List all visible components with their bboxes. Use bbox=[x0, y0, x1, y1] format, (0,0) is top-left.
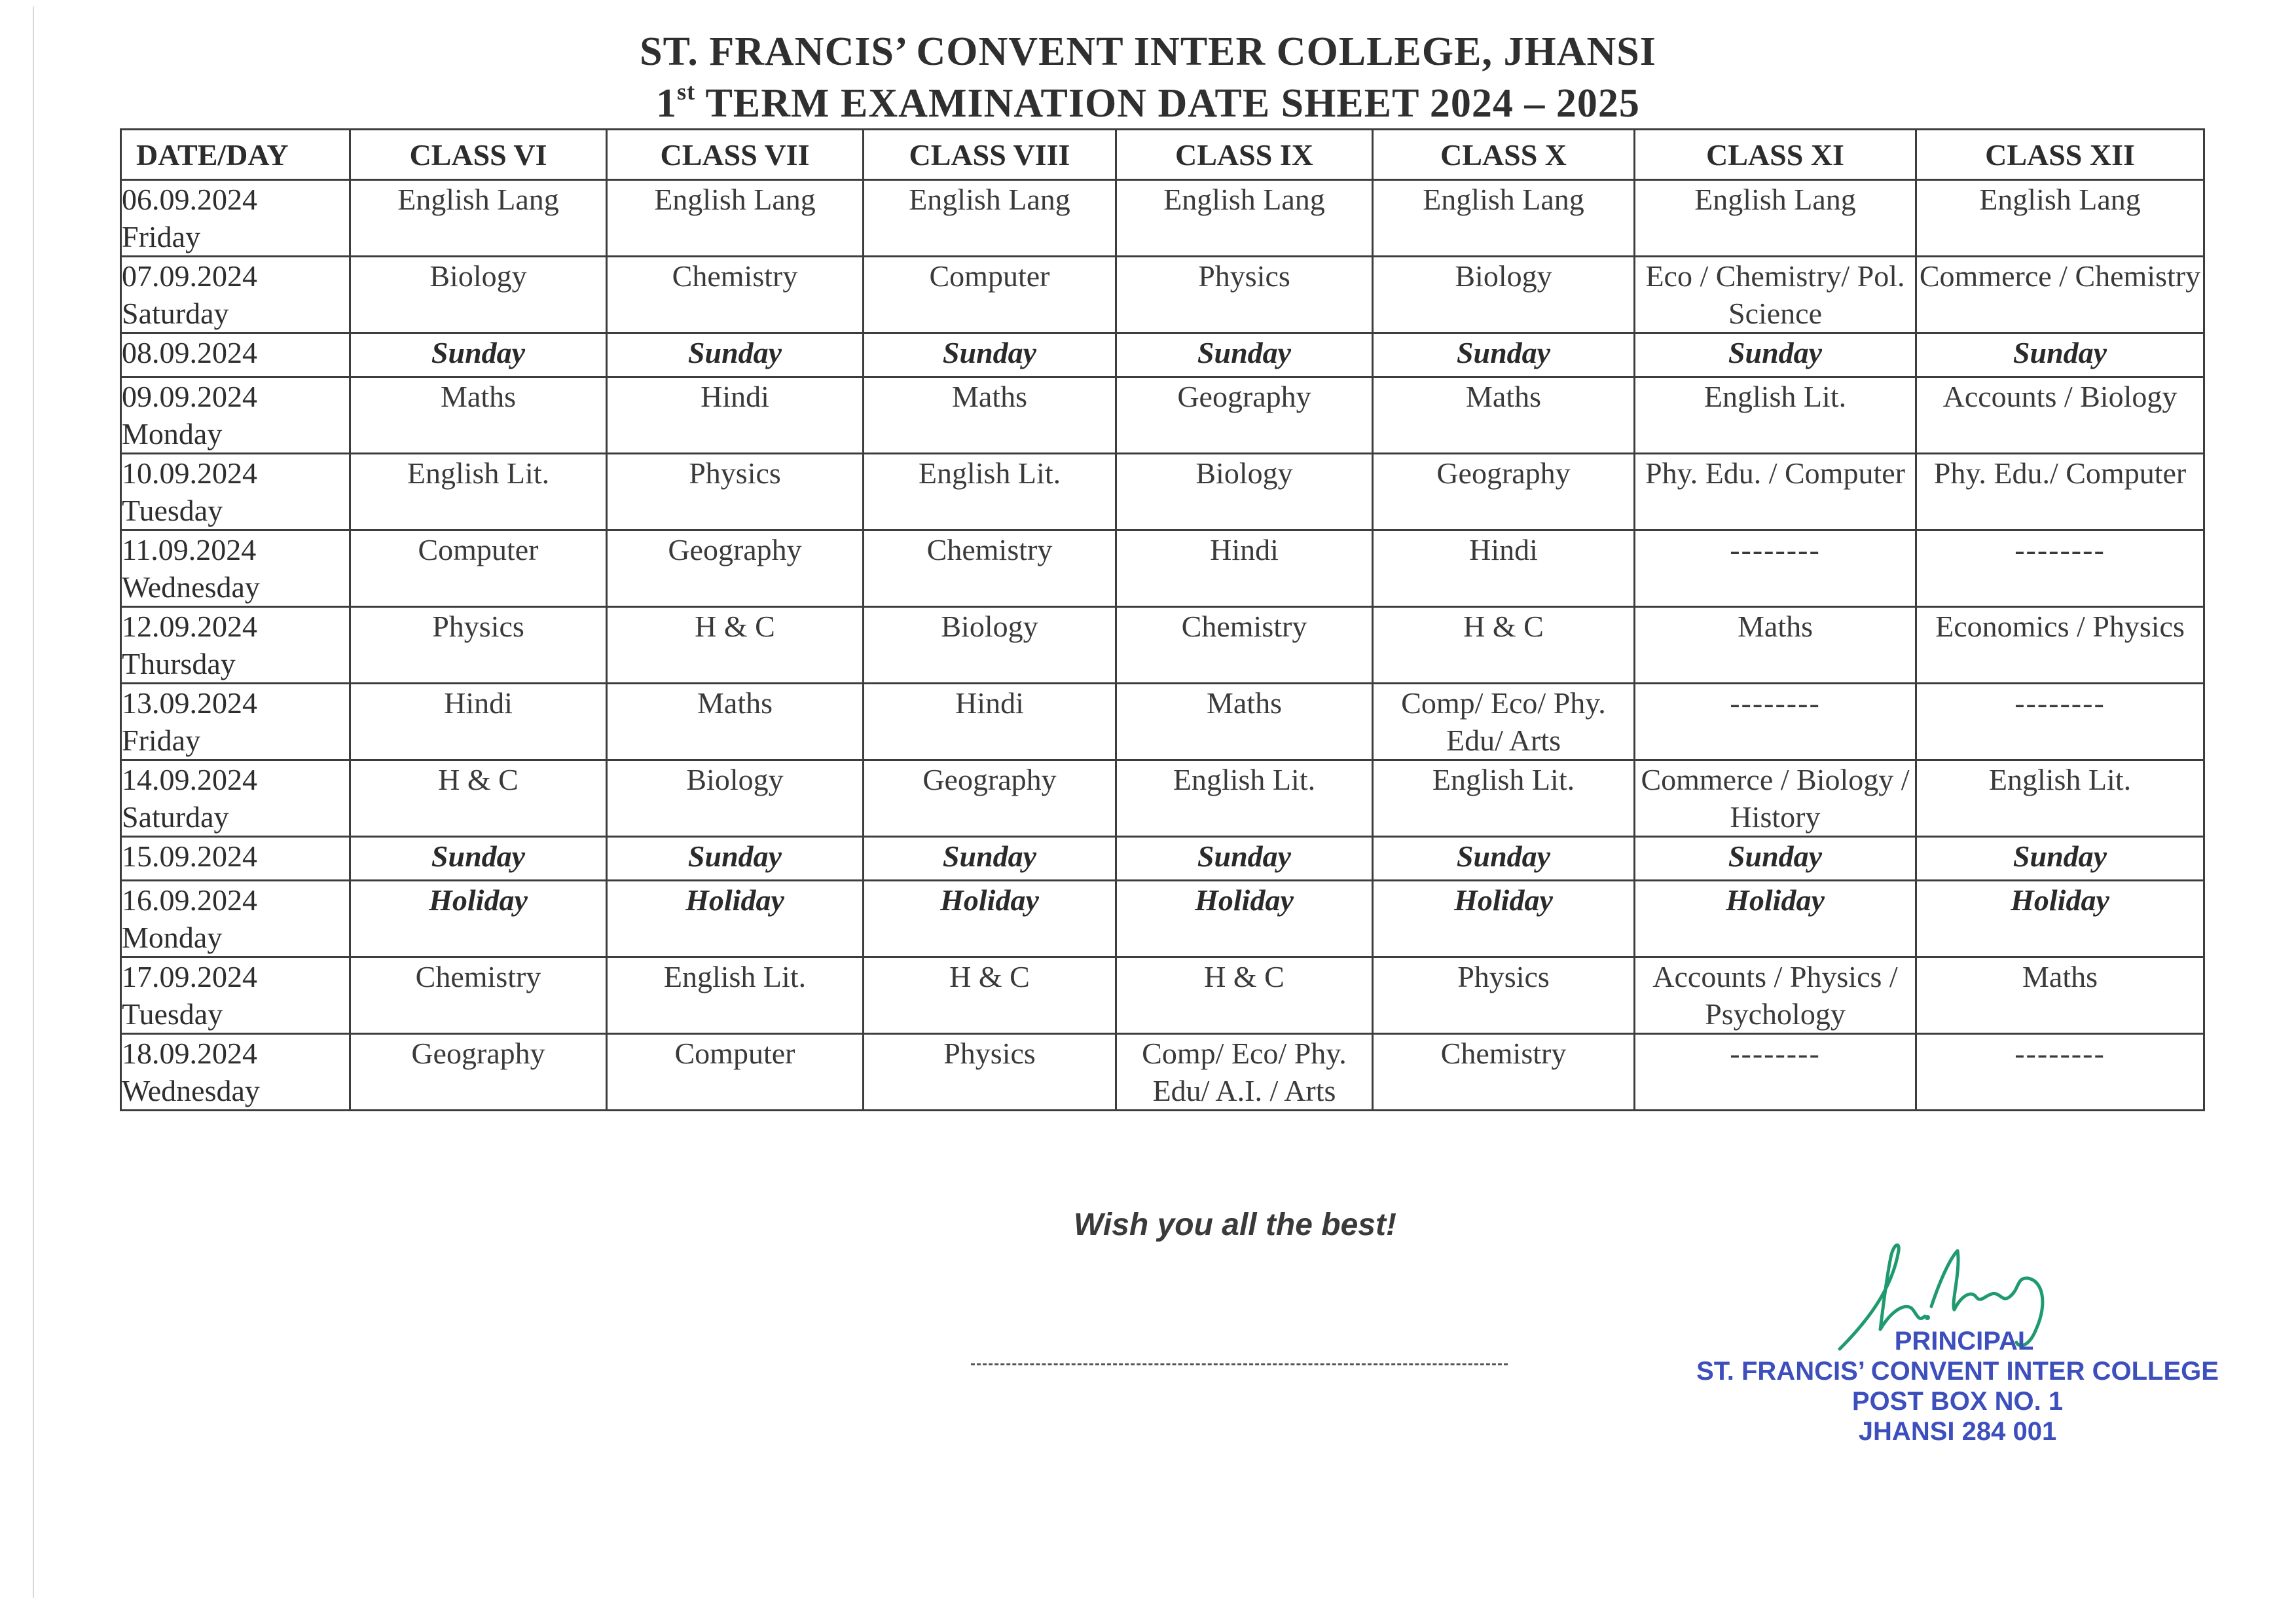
table-row bbox=[121, 684, 2204, 760]
date-day-cell bbox=[121, 837, 350, 881]
exam-date: 15.09.2024 bbox=[122, 840, 257, 873]
date-day-cell bbox=[121, 760, 350, 837]
subject-cell: Maths bbox=[1635, 607, 1916, 684]
subject-cell: Hindi bbox=[607, 377, 864, 454]
date-day-cell bbox=[121, 377, 350, 454]
subject-cell: Hindi bbox=[1373, 530, 1635, 607]
subject-cell: -------- bbox=[1635, 684, 1916, 760]
subject-cell: Sunday bbox=[1373, 837, 1635, 881]
exam-day: Saturday bbox=[122, 297, 229, 330]
subject-cell: Computer bbox=[864, 257, 1116, 333]
subject-cell: Holiday bbox=[1116, 881, 1373, 957]
column-header: CLASS VI bbox=[350, 130, 607, 180]
subject-cell: Sunday bbox=[350, 333, 607, 377]
table-row bbox=[121, 333, 2204, 377]
table-row bbox=[121, 607, 2204, 684]
subject-cell: Geography bbox=[1116, 377, 1373, 454]
subject-cell: English Lang bbox=[1635, 180, 1916, 257]
subject-cell: Sunday bbox=[350, 837, 607, 881]
exam-date: 14.09.2024 bbox=[122, 763, 257, 796]
exam-date: 12.09.2024 bbox=[122, 610, 257, 643]
subject-cell: English Lit. bbox=[1916, 760, 2204, 837]
subject-cell: Sunday bbox=[1916, 333, 2204, 377]
subject-cell: Holiday bbox=[864, 881, 1116, 957]
principal-stamp bbox=[1676, 1326, 2239, 1447]
exam-day: Tuesday bbox=[122, 494, 223, 527]
subject-cell: English Lit. bbox=[607, 957, 864, 1034]
subject-cell: Geography bbox=[350, 1034, 607, 1111]
date-day-cell bbox=[121, 684, 350, 760]
subject-cell: English Lit. bbox=[1635, 377, 1916, 454]
subject-cell: Sunday bbox=[1916, 837, 2204, 881]
subject-cell: Commerce / Biology / History bbox=[1635, 760, 1916, 837]
exam-date: 08.09.2024 bbox=[122, 336, 257, 369]
date-day-cell bbox=[121, 454, 350, 530]
subject-cell: Chemistry bbox=[350, 957, 607, 1034]
subject-cell: English Lit. bbox=[864, 454, 1116, 530]
subject-cell: English Lang bbox=[607, 180, 864, 257]
date-sheet-table bbox=[120, 128, 2205, 1111]
table-row bbox=[121, 257, 2204, 333]
subject-cell: -------- bbox=[1635, 1034, 1916, 1111]
subject-cell: -------- bbox=[1916, 684, 2204, 760]
column-header: CLASS IX bbox=[1116, 130, 1373, 180]
subject-cell: Sunday bbox=[1373, 333, 1635, 377]
subject-cell: Sunday bbox=[607, 837, 864, 881]
subject-cell: -------- bbox=[1635, 530, 1916, 607]
subject-cell: H & C bbox=[1373, 607, 1635, 684]
subject-cell: Geography bbox=[607, 530, 864, 607]
subject-cell: Accounts / Physics / Psychology bbox=[1635, 957, 1916, 1034]
table-row bbox=[121, 377, 2204, 454]
exam-date: 07.09.2024 bbox=[122, 259, 257, 293]
column-header: CLASS VIII bbox=[864, 130, 1116, 180]
subject-cell: Maths bbox=[864, 377, 1116, 454]
subject-cell: Economics / Physics bbox=[1916, 607, 2204, 684]
subject-cell: Sunday bbox=[1635, 837, 1916, 881]
column-header: DATE/DAY bbox=[121, 130, 350, 180]
subject-cell: Sunday bbox=[607, 333, 864, 377]
table-row bbox=[121, 881, 2204, 957]
exam-date: 09.09.2024 bbox=[122, 380, 257, 413]
subject-cell: Physics bbox=[607, 454, 864, 530]
date-day-cell bbox=[121, 1034, 350, 1111]
exam-day: Wednesday bbox=[122, 1074, 260, 1107]
subject-cell: Maths bbox=[1116, 684, 1373, 760]
subject-cell: Geography bbox=[864, 760, 1116, 837]
stamp-line: POST BOX NO. 1 bbox=[1851, 1387, 2064, 1416]
subject-cell: Sunday bbox=[1116, 837, 1373, 881]
subject-cell: Computer bbox=[607, 1034, 864, 1111]
exam-day: Friday bbox=[122, 220, 201, 253]
subject-cell: H & C bbox=[864, 957, 1116, 1034]
exam-day: Monday bbox=[122, 417, 223, 451]
subject-cell: Holiday bbox=[607, 881, 864, 957]
table-body bbox=[121, 180, 2204, 1111]
table-row bbox=[121, 180, 2204, 257]
table-row bbox=[121, 837, 2204, 881]
exam-title-ordinal: 1 bbox=[656, 81, 678, 126]
wish-message: Wish you all the best! bbox=[1074, 1208, 1396, 1242]
date-day-cell bbox=[121, 530, 350, 607]
exam-date: 13.09.2024 bbox=[122, 686, 257, 720]
subject-cell: Geography bbox=[1373, 454, 1635, 530]
stamp-line: ST. FRANCIS’ CONVENT INTER COLLEGE bbox=[1696, 1357, 2219, 1386]
subject-cell: English Lit. bbox=[1373, 760, 1635, 837]
column-header: CLASS XI bbox=[1635, 130, 1916, 180]
subject-cell: H & C bbox=[607, 607, 864, 684]
exam-title bbox=[0, 80, 2296, 124]
subject-cell: Biology bbox=[864, 607, 1116, 684]
subject-cell: Holiday bbox=[1635, 881, 1916, 957]
subject-cell: Comp/ Eco/ Phy. Edu/ A.I. / Arts bbox=[1116, 1034, 1373, 1111]
subject-cell: English Lang bbox=[864, 180, 1116, 257]
subject-cell: Holiday bbox=[350, 881, 607, 957]
exam-day: Thursday bbox=[122, 647, 236, 680]
subject-cell: Biology bbox=[607, 760, 864, 837]
subject-cell: Sunday bbox=[864, 333, 1116, 377]
subject-cell: Hindi bbox=[350, 684, 607, 760]
subject-cell: English Lang bbox=[1916, 180, 2204, 257]
exam-day: Monday bbox=[122, 921, 223, 954]
subject-cell: English Lang bbox=[350, 180, 607, 257]
subject-cell: Maths bbox=[1916, 957, 2204, 1034]
column-header: CLASS XII bbox=[1916, 130, 2204, 180]
subject-cell: Accounts / Biology bbox=[1916, 377, 2204, 454]
stamp-line: JHANSI 284 001 bbox=[1858, 1417, 2057, 1446]
date-day-cell bbox=[121, 881, 350, 957]
subject-cell: English Lit. bbox=[1116, 760, 1373, 837]
subject-cell: Sunday bbox=[1635, 333, 1916, 377]
subject-cell: Eco / Chemistry/ Pol. Science bbox=[1635, 257, 1916, 333]
column-header: CLASS VII bbox=[607, 130, 864, 180]
table-row bbox=[121, 530, 2204, 607]
date-day-cell bbox=[121, 180, 350, 257]
subject-cell: Physics bbox=[1116, 257, 1373, 333]
school-title: ST. FRANCIS’ CONVENT INTER COLLEGE, JHANSI bbox=[640, 29, 1656, 74]
subject-cell: Chemistry bbox=[607, 257, 864, 333]
subject-cell: Physics bbox=[864, 1034, 1116, 1111]
subject-cell: Biology bbox=[1373, 257, 1635, 333]
exam-date: 18.09.2024 bbox=[122, 1037, 257, 1070]
subject-cell: English Lang bbox=[1116, 180, 1373, 257]
subject-cell: -------- bbox=[1916, 530, 2204, 607]
subject-cell: Hindi bbox=[1116, 530, 1373, 607]
date-day-cell bbox=[121, 257, 350, 333]
subject-cell: H & C bbox=[1116, 957, 1373, 1034]
subject-cell: Maths bbox=[1373, 377, 1635, 454]
subject-cell: Sunday bbox=[864, 837, 1116, 881]
date-day-cell bbox=[121, 333, 350, 377]
exam-day: Saturday bbox=[122, 800, 229, 834]
signature-line bbox=[971, 1363, 1508, 1365]
table-header-row bbox=[121, 130, 2204, 180]
subject-cell: Sunday bbox=[1116, 333, 1373, 377]
subject-cell: Comp/ Eco/ Phy. Edu/ Arts bbox=[1373, 684, 1635, 760]
subject-cell: -------- bbox=[1916, 1034, 2204, 1111]
exam-title-text: TERM EXAMINATION DATE SHEET 2024 – 2025 bbox=[695, 81, 1640, 126]
subject-cell: Computer bbox=[350, 530, 607, 607]
subject-cell: Maths bbox=[607, 684, 864, 760]
column-header: CLASS X bbox=[1373, 130, 1635, 180]
subject-cell: Commerce / Chemistry bbox=[1916, 257, 2204, 333]
exam-date: 11.09.2024 bbox=[122, 533, 257, 566]
subject-cell: H & C bbox=[350, 760, 607, 837]
subject-cell: English Lang bbox=[1373, 180, 1635, 257]
subject-cell: Physics bbox=[1373, 957, 1635, 1034]
table-row bbox=[121, 454, 2204, 530]
subject-cell: Chemistry bbox=[1373, 1034, 1635, 1111]
exam-day: Friday bbox=[122, 724, 201, 757]
subject-cell: Chemistry bbox=[1116, 607, 1373, 684]
subject-cell: Biology bbox=[1116, 454, 1373, 530]
exam-day: Tuesday bbox=[122, 997, 223, 1031]
exam-date: 16.09.2024 bbox=[122, 883, 257, 917]
date-day-cell bbox=[121, 957, 350, 1034]
subject-cell: Physics bbox=[350, 607, 607, 684]
table-row bbox=[121, 957, 2204, 1034]
subject-cell: Phy. Edu. / Computer bbox=[1635, 454, 1916, 530]
exam-date: 06.09.2024 bbox=[122, 183, 257, 216]
table-row bbox=[121, 1034, 2204, 1111]
subject-cell: Holiday bbox=[1373, 881, 1635, 957]
stamp-title: PRINCIPAL bbox=[1894, 1327, 2034, 1356]
subject-cell: Hindi bbox=[864, 684, 1116, 760]
table-row bbox=[121, 760, 2204, 837]
exam-date: 10.09.2024 bbox=[122, 456, 257, 490]
subject-cell: Holiday bbox=[1916, 881, 2204, 957]
date-day-cell bbox=[121, 607, 350, 684]
exam-day: Wednesday bbox=[122, 570, 260, 604]
exam-date: 17.09.2024 bbox=[122, 960, 257, 993]
subject-cell: Phy. Edu./ Computer bbox=[1916, 454, 2204, 530]
subject-cell: Chemistry bbox=[864, 530, 1116, 607]
page-edge-shadow bbox=[33, 7, 34, 1598]
subject-cell: English Lit. bbox=[350, 454, 607, 530]
subject-cell: Maths bbox=[350, 377, 607, 454]
exam-title-ordinal-suffix: st bbox=[677, 79, 696, 105]
subject-cell: Biology bbox=[350, 257, 607, 333]
